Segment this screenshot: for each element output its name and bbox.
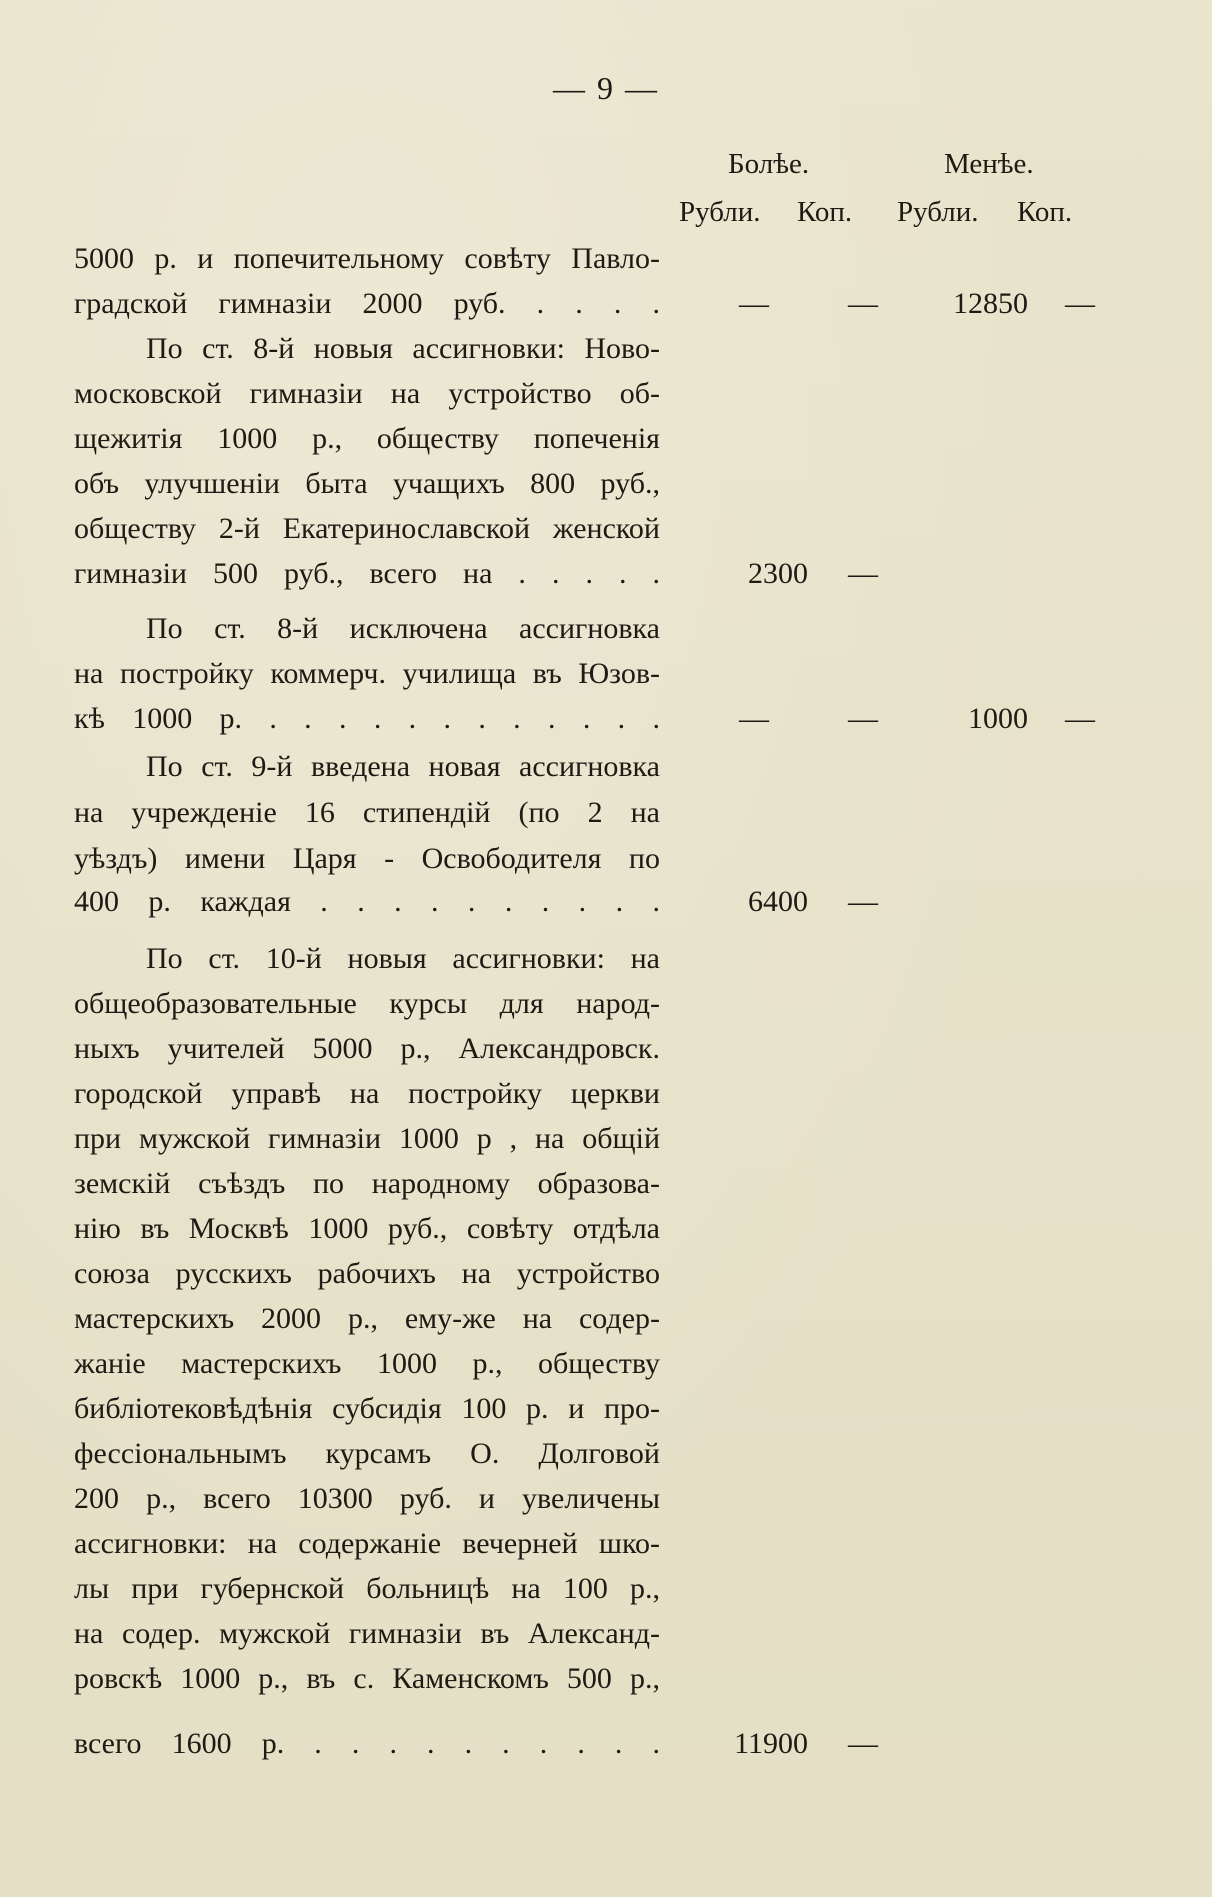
- amount-less-kopecks: —: [1065, 702, 1095, 735]
- text-line: 400 р. каждая . . . . . . . . . .: [74, 885, 660, 918]
- text-line: на учрежденіе 16 стипендій (по 2 на: [74, 796, 660, 829]
- column-subheader-less-rubles: Рубли.: [897, 196, 979, 228]
- amount-more-rubles: —: [739, 702, 769, 735]
- amount-more-kopecks: —: [848, 287, 878, 320]
- amount-less-rubles: 12850: [953, 287, 1028, 320]
- text-line: библіотековѣдѣнія субсидія 100 р. и про-: [74, 1392, 660, 1425]
- text-line: По ст. 9-й введена новая ассигновка: [146, 750, 660, 783]
- text-line: 200 р., всего 10300 руб. и увеличены: [74, 1482, 660, 1515]
- amount-more-rubles: 2300: [748, 557, 808, 590]
- amount-less-kopecks: —: [1065, 287, 1095, 320]
- text-line: городской управѣ на постройку церкви: [74, 1077, 660, 1110]
- text-line: обществу 2-й Екатеринославской женской: [74, 512, 660, 545]
- column-subheader-more-rubles: Рубли.: [679, 196, 761, 228]
- text-line: объ улучшеніи быта учащихъ 800 руб.,: [74, 467, 660, 500]
- text-line: щежитія 1000 р., обществу попеченія: [74, 422, 660, 455]
- text-line: фессіональнымъ курсамъ О. Долговой: [74, 1437, 660, 1470]
- amount-more-rubles: 11900: [734, 1727, 808, 1760]
- text-line: По ст. 8-й новыя ассигновки: Ново-: [146, 332, 660, 365]
- text-line: 5000 р. и попечительному совѣту Павло-: [74, 242, 660, 275]
- amount-less-rubles: 1000: [968, 702, 1028, 735]
- text-line: уѣздъ) имени Царя - Освободителя по: [74, 842, 660, 875]
- column-header-less: Менѣе.: [944, 148, 1034, 180]
- text-line: жаніе мастерскихъ 1000 р., обществу: [74, 1347, 660, 1380]
- text-line: на постройку коммерч. училища въ Юзов-: [74, 657, 660, 690]
- text-line: при мужской гимназіи 1000 р , на общій: [74, 1122, 660, 1155]
- text-line: По ст. 8-й исключена ассигновка: [146, 612, 660, 645]
- text-line: лы при губернской больницѣ на 100 р.,: [74, 1572, 660, 1605]
- text-line: ассигновки: на содержаніе вечерней шко-: [74, 1527, 660, 1560]
- text-line: московской гимназіи на устройство об-: [74, 377, 660, 410]
- text-line: на содер. мужской гимназіи въ Александ-: [74, 1617, 660, 1650]
- amount-more-kopecks: —: [848, 885, 878, 918]
- text-line: ныхъ учителей 5000 р., Александровск.: [74, 1032, 660, 1065]
- amount-more-kopecks: —: [848, 1727, 878, 1760]
- page-number: — 9 —: [553, 70, 659, 106]
- amount-more-rubles: 6400: [748, 885, 808, 918]
- column-subheader-less-kopecks: Коп.: [1017, 196, 1073, 228]
- text-line: гимназіи 500 руб., всего на . . . . .: [74, 557, 660, 590]
- column-header-more: Болѣе.: [728, 148, 810, 180]
- amount-more-kopecks: —: [848, 702, 878, 735]
- column-subheader-more-kopecks: Коп.: [797, 196, 853, 228]
- amount-more-kopecks: —: [848, 557, 878, 590]
- text-line: союза русскихъ рабочихъ на устройство: [74, 1257, 660, 1290]
- text-line: градской гимназіи 2000 руб. . . . .: [74, 287, 660, 320]
- text-line: нію въ Москвѣ 1000 руб., совѣту отдѣла: [74, 1212, 660, 1245]
- text-line: кѣ 1000 р. . . . . . . . . . . . .: [74, 702, 660, 735]
- amount-more-rubles: —: [739, 287, 769, 320]
- text-line: земскій съѣздъ по народному образова-: [74, 1167, 660, 1200]
- text-line: общеобразовательные курсы для народ-: [74, 987, 660, 1020]
- text-line: мастерскихъ 2000 р., ему-же на содер-: [74, 1302, 660, 1335]
- text-line: ровскѣ 1000 р., въ с. Каменскомъ 500 р.,: [74, 1662, 660, 1695]
- text-line: По ст. 10-й новыя ассигновки: на: [146, 942, 660, 975]
- text-line: всего 1600 р. . . . . . . . . . .: [74, 1727, 660, 1760]
